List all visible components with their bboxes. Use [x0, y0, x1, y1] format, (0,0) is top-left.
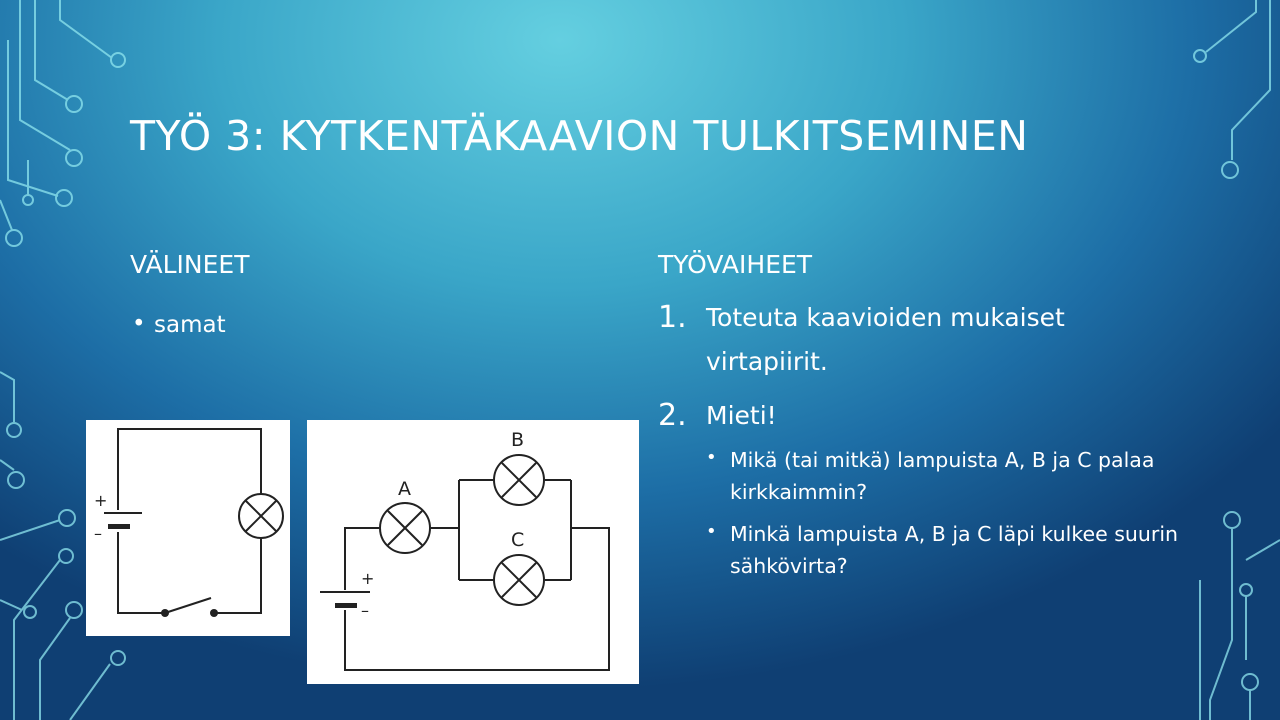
switch-contact [210, 609, 218, 617]
battery-negative-plate [108, 524, 130, 529]
step-text: Mieti! [706, 401, 777, 430]
sub-bullet [706, 518, 1178, 582]
parallel-circuit-svg [307, 420, 639, 684]
sub-bullet-text: Minkä lampuista A, B ja C läpi kulkee suurin sähkövirta? [730, 522, 1179, 578]
parallel-circuit-diagram [307, 420, 639, 684]
slide-title: TYÖ 3: KYTKENTÄKAAVION TULKITSEMINEN [130, 112, 1029, 160]
battery-minus-label: – [361, 601, 369, 620]
lamp-a-label: A [398, 478, 411, 500]
equipment-item: samat [154, 312, 226, 338]
lamp-a-icon [380, 503, 430, 553]
lamp-c-label: C [511, 529, 525, 551]
bullet-dot-icon: • [706, 447, 717, 468]
battery-plus-label: + [94, 491, 108, 510]
lamp-c-icon [494, 555, 544, 605]
series-circuit-svg [86, 420, 290, 636]
equipment-heading: VÄLINEET [130, 250, 250, 279]
step-number: 2. [658, 398, 687, 433]
lamp-b-icon [494, 455, 544, 505]
sub-bullet-list [706, 444, 1178, 582]
bullet-dot-icon: • [706, 521, 717, 542]
battery-minus-label: – [94, 524, 102, 543]
battery-negative-plate [335, 603, 357, 608]
step-item [658, 296, 1178, 384]
bullet-dot-icon: • [132, 311, 146, 337]
step-number: 1. [658, 300, 687, 335]
switch-contact [161, 609, 169, 617]
sub-bullet [706, 444, 1178, 508]
steps-heading: TYÖVAIHEET [658, 250, 813, 279]
sub-bullet-text: Mikä (tai mitkä) lampuista A, B ja C palaa kirkkaimmin? [730, 448, 1155, 504]
steps-list [658, 296, 1178, 592]
step-item [658, 394, 1178, 582]
lamp-icon [239, 494, 283, 538]
equipment-bullet [132, 311, 226, 338]
battery-plus-label: + [361, 569, 375, 588]
lamp-b-label: B [511, 429, 525, 451]
step-text: Toteuta kaavioiden mukaiset virtapiirit. [706, 303, 1065, 376]
series-circuit-diagram [86, 420, 290, 636]
